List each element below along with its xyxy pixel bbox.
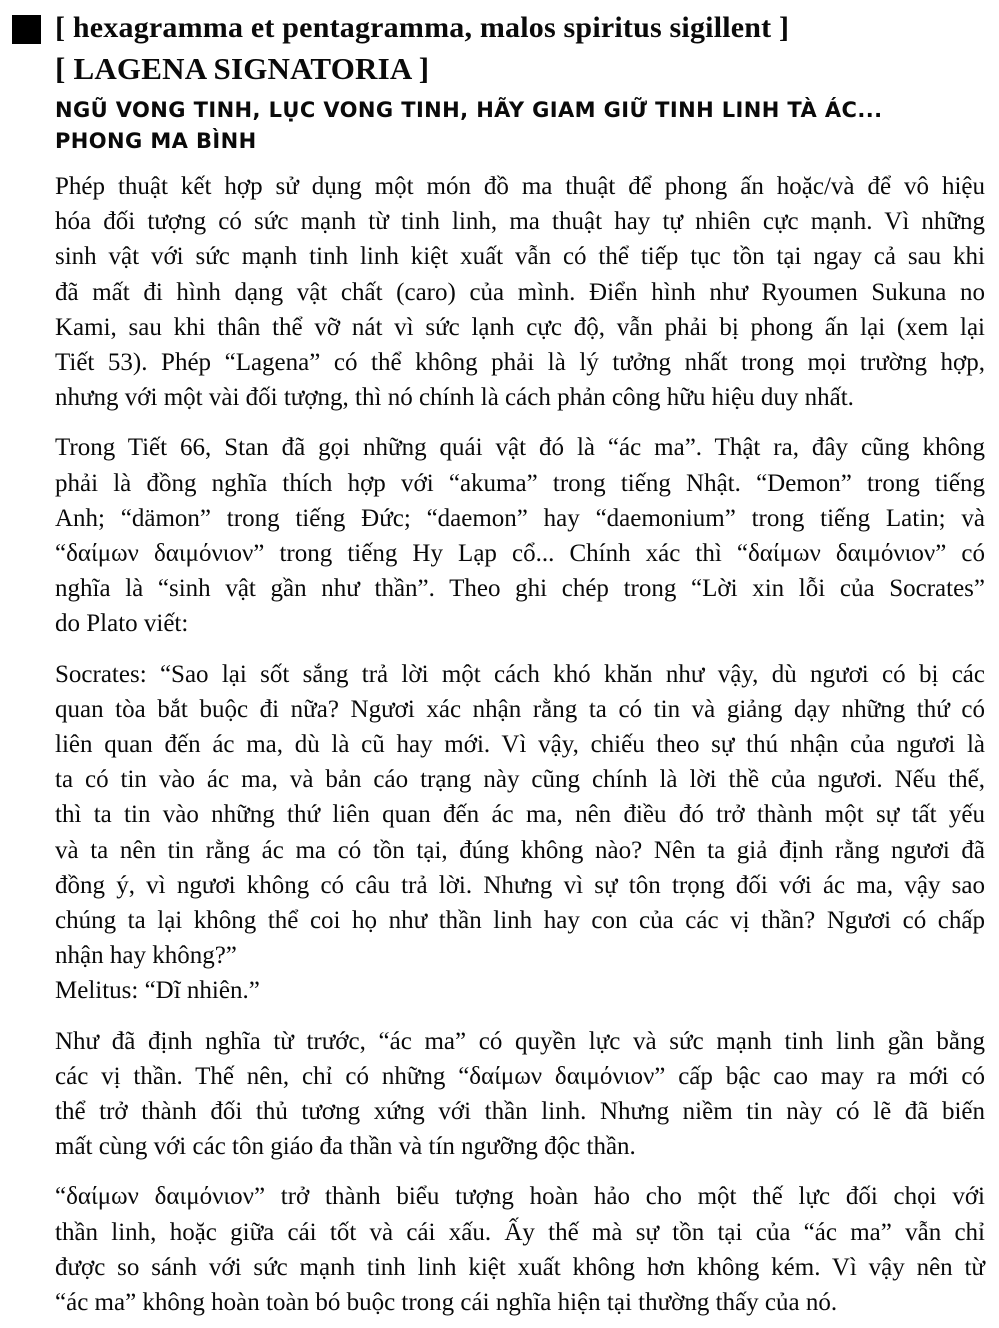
- text-line: Như đã định nghĩa từ trước, “ác ma” có quyền lực và sức mạnh tinh linh gần bằng: [55, 1027, 985, 1055]
- text-line: thể trở thành đối thủ tương xứng với thần linh. Nhưng niềm tin này có lẽ đã biến: [55, 1098, 985, 1126]
- black-square-bullet-icon: [12, 15, 41, 44]
- text-line: ta có tin vào ác ma, và bản cáo trạng này cũng chính là lời thề của ngươi. Nếu thế,: [55, 766, 985, 794]
- text-line: Tiết 53). Phép “Lagena” có thể không phải là lý tưởng nhất trong mọi trường hợp,: [55, 349, 985, 377]
- text-line: liên quan đến ác ma, dù là cũ hay mới. Vì vậy, chiếu theo sự thú nhận của ngươi là: [55, 731, 985, 759]
- text-line: được so sánh với sức mạnh tinh linh kiệt xuất không hơn không kém. Vì vậy nên từ: [55, 1253, 985, 1281]
- title-spell-name: [ LAGENA SIGNATORIA ]: [55, 51, 430, 86]
- header: [12, 8, 985, 48]
- text-line: Anh; “dämon” trong tiếng Đức; “daemon” hay “daemonium” trong tiếng Latin; và: [55, 504, 985, 532]
- text-line: nhận hay không?”: [55, 942, 237, 970]
- text-line: chúng ta lại không thể coi họ như thần linh hay con của các vị thần? Ngươi có chấp: [55, 907, 985, 935]
- text-line: phải là đồng nghĩa thích hợp với “akuma” trong tiếng Nhật. “Demon” trong tiếng: [55, 469, 985, 497]
- text-line: mất cùng với các tôn giáo đa thần và tín ngưỡng độc thần.: [55, 1133, 636, 1161]
- text-line: Kami, sau khi thân thể vỡ nát vì sức lạnh cực độ, vẫn phải bị phong ấn lại (xem lại: [55, 313, 985, 341]
- text-line: “ác ma” không hoàn toàn bó buộc trong cái nghĩa hiện tại thường thấy của nó.: [55, 1289, 838, 1317]
- text-line: do Plato viết:: [55, 610, 189, 638]
- text-line: Trong Tiết 66, Stan đã gọi những quái vật đó là “ác ma”. Thật ra, đây cũng không: [55, 434, 985, 462]
- text-line: “δαίμων δαιμόνιον” trong tiếng Hy Lạp cổ... Chính xác thì “δαίμων δαιμόνιον” có: [55, 540, 985, 568]
- text-line: đã mất đi hình dạng vật chất (caro) của mình. Điển hình như Ryoumen Sukuna no: [55, 278, 985, 306]
- paragraph: [55, 169, 985, 415]
- incantation-line-1: NGŨ VONG TINH, LỤC VONG TINH, HÃY GIAM GIỮ TINH LINH TÀ ÁC...: [55, 98, 883, 122]
- paragraph: [55, 973, 985, 1008]
- content-column: [55, 48, 985, 1320]
- paragraph: [55, 430, 985, 641]
- incantation-line-2: PHONG MA BÌNH: [55, 129, 257, 153]
- text-line: đồng ý, vì ngươi không có câu trả lời. Nhưng vì sự tôn trọng đối với ác ma, vậy sao: [55, 871, 985, 899]
- text-line: nhưng với một vài đối tượng, thì nó chính là cách phản công hữu hiệu duy nhất.: [55, 384, 854, 412]
- text-line: sinh vật với sức mạnh tinh linh kiệt xuất vẫn có thể tiếp tục tồn tại ngay cả sau khi: [55, 243, 985, 271]
- text-line: Phép thuật kết hợp sử dụng một món đồ ma thuật để phong ấn hoặc/và để vô hiệu: [55, 173, 985, 200]
- text-line: Socrates: “Sao lại sốt sắng trả lời một cách khó khăn như vậy, dù ngươi có bị các: [55, 660, 985, 688]
- text-line: nghĩa là “sinh vật gần như thần”. Theo ghi chép trong “Lời xin lỗi của Socrates”: [55, 575, 985, 603]
- text-line: “δαίμων δαιμόνιον” trở thành biểu tượng hoàn hảo cho một thế lực đối chọi với: [55, 1183, 985, 1211]
- text-line: quan tòa bắt buộc đi nữa? Ngươi xác nhận rằng ta có tin và giảng dạy những thứ có: [55, 695, 985, 723]
- text-line: thì ta tin vào những thứ liên quan đến ác ma, nên điều đó trở thành một sự tất yếu: [55, 801, 985, 829]
- paragraphs: [55, 169, 985, 1320]
- text-line: thần linh, hoặc giữa cái tốt và cái xấu. Ấy thế mà sự tồn tại của “ác ma” vẫn chỉ: [55, 1218, 985, 1246]
- text-line: hóa đối tượng có sức mạnh từ tinh linh, ma thuật hay tự nhiên cực mạnh. Vì những: [55, 208, 985, 236]
- text-line: các vị thần. Thế nên, chỉ có những “δαίμων δαιμόνιον” cấp bậc cao may ra mới có: [55, 1062, 985, 1090]
- paragraph: [55, 657, 985, 974]
- text-line: và ta nên tin rằng ác ma có tồn tại, đúng không nào? Nên ta giả định rằng ngươi đã: [55, 836, 985, 864]
- title-latin-incantation: [ hexagramma et pentagramma, malos spiritus sigillent ]: [55, 11, 790, 44]
- paragraph: [55, 1179, 985, 1320]
- paragraph: [55, 1024, 985, 1165]
- text-line: Melitus: “Dĩ nhiên.”: [55, 977, 260, 1005]
